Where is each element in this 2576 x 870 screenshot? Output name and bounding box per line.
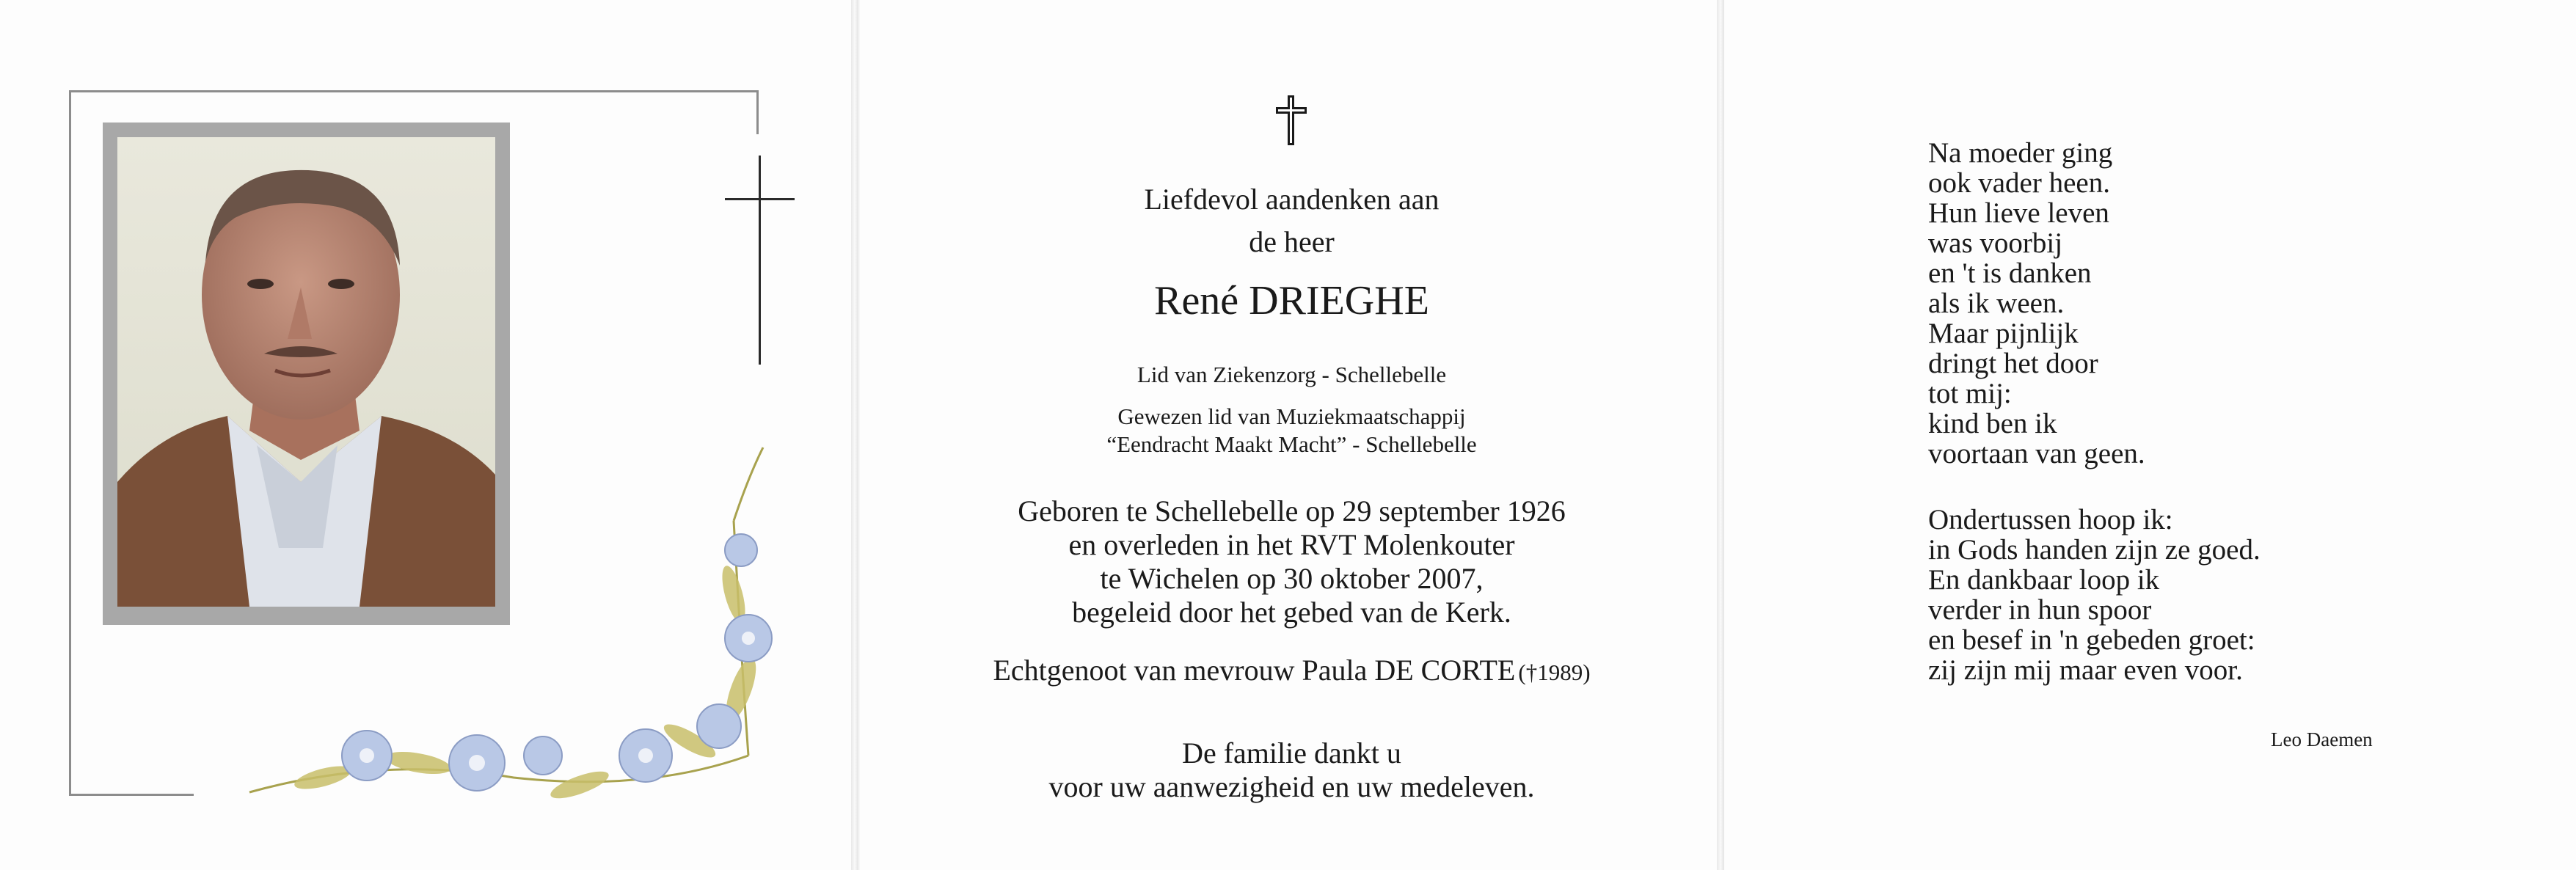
poem-line: was voorbij xyxy=(1928,227,2063,259)
membership-line-1: Lid van Ziekenzorg - Schellebelle xyxy=(1136,362,1447,387)
poem-line: zij zijn mij maar even voor. xyxy=(1928,654,2243,686)
right-panel xyxy=(1724,0,2576,870)
intro-line-2: de heer xyxy=(1249,225,1335,258)
spouse-text: Echtgenoot van mevrouw Paula DE CORTE xyxy=(993,654,1516,687)
intro-line-1: Liefdevol aandenken aan xyxy=(1144,183,1440,216)
poem-line: tot mij: xyxy=(1928,378,2012,409)
birth-line-4: begeleid door het gebed van de Kerk. xyxy=(1072,596,1511,629)
poem-line: verder in hun spoor xyxy=(1928,594,2152,626)
frame-line-top xyxy=(69,90,759,92)
birth-line-3: te Wichelen op 30 oktober 2007, xyxy=(1100,562,1484,595)
poem-line: als ik ween. xyxy=(1928,288,2065,319)
poem-line: Na moeder ging xyxy=(1928,137,2113,169)
poem-line: dringt het door xyxy=(1928,348,2098,379)
poem-line: kind ben ik xyxy=(1928,408,2057,439)
poem-stanza-2 xyxy=(1928,505,2261,685)
poem-line: En dankbaar loop ik xyxy=(1928,564,2160,596)
poem-line: Maar pijnlijk xyxy=(1928,318,2079,349)
poem-line: Ondertussen hoop ik: xyxy=(1928,504,2173,535)
poem-line: en besef in 'n gebeden groet: xyxy=(1928,624,2255,656)
deceased-name: René DRIEGHE xyxy=(1154,278,1429,323)
thanks-line-2: voor uw aanwezigheid en uw medeleven. xyxy=(1048,770,1535,803)
poem-line: voortaan van geen. xyxy=(1928,438,2145,469)
thanks-line-1: De familie dankt u xyxy=(1182,736,1401,770)
poem-line: ook vader heen. xyxy=(1928,167,2110,199)
birth-line-2: en overleden in het RVT Molenkouter xyxy=(1068,528,1515,561)
poem-line: Hun lieve leven xyxy=(1928,197,2109,229)
cross-icon xyxy=(1273,94,1310,147)
birth-line-1: Geboren te Schellebelle op 29 september 1926 xyxy=(1018,494,1566,527)
membership-line-2: Gewezen lid van Muziekmaatschappij xyxy=(1117,403,1466,429)
poem-stanza-1 xyxy=(1928,138,2145,469)
poem-line: in Gods handen zijn ze goed. xyxy=(1928,534,2261,566)
membership-line-3: “Eendracht Maakt Macht” - Schellebelle xyxy=(1106,431,1477,457)
spouse-year: (†1989) xyxy=(1518,659,1591,685)
poem-author: Leo Daemen xyxy=(2271,728,2373,750)
frame-line-right xyxy=(756,90,759,134)
poem-line: en 't is danken xyxy=(1928,257,2092,289)
fold-line xyxy=(1717,0,1724,870)
